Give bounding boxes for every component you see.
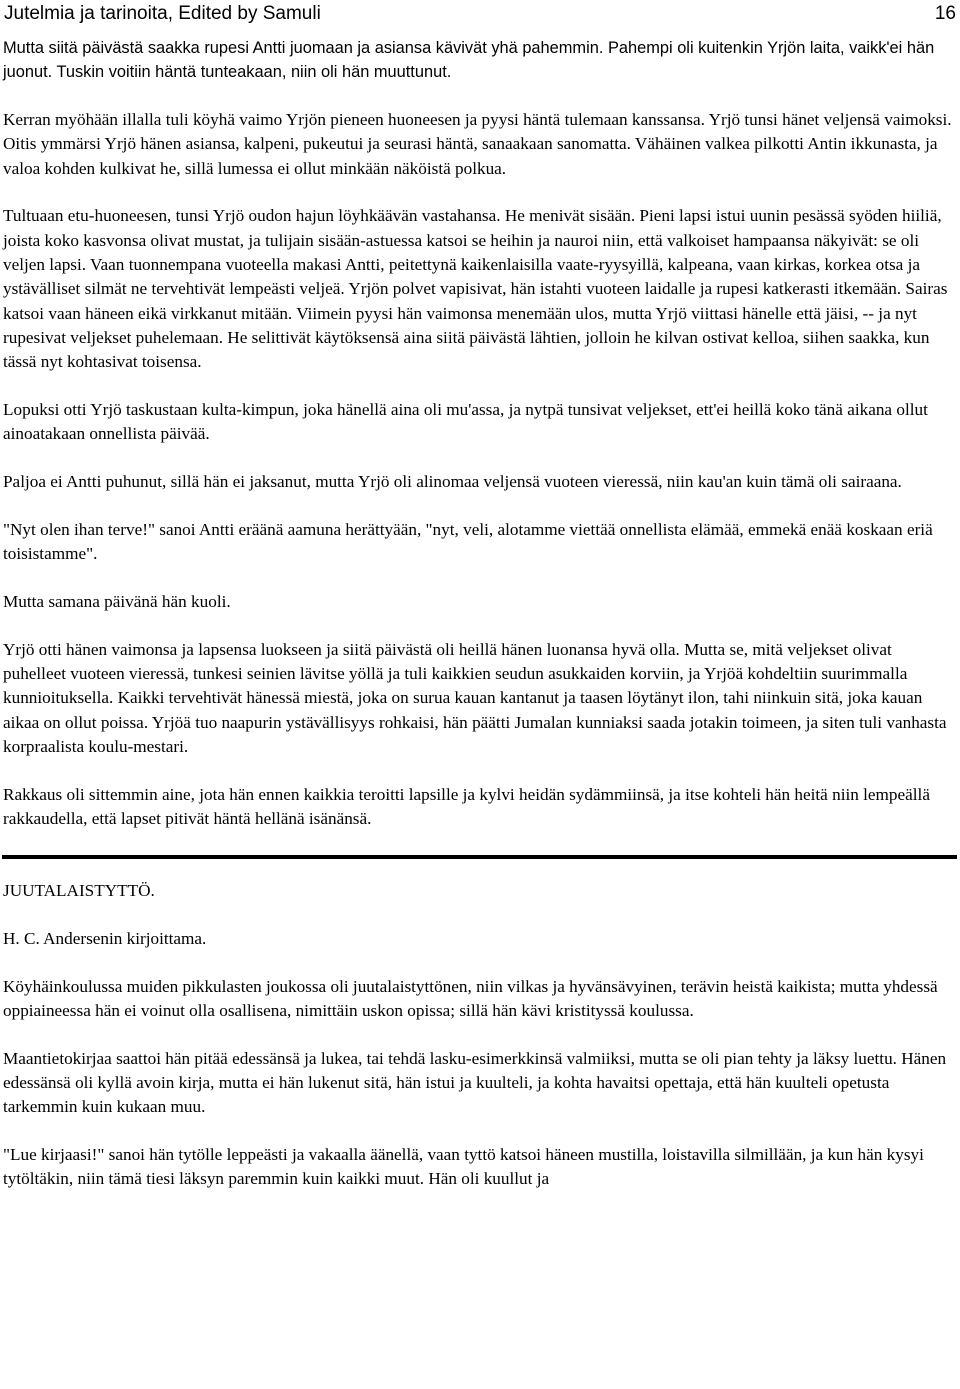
paragraph: Kerran myöhään illalla tuli köyhä vaimo Yrjön pieneen huoneesen ja pyysi häntä tulemaan kanssansa. Yrjö tunsi hänet veljensä vaimoksi. Oitis ymmärsi Yrjö hänen asiansa, kalpeni, pukeutui ja seurasi häntä, sanaakaan sanomatta. Vähäinen valkea pilkotti Antin ikkunasta, ja valoa kohden kulkivat he, sillä lumessa ei ollut minkään näköistä polkua. (3, 110, 952, 178)
paragraph: "Lue kirjaasi!" sanoi hän tytölle leppeästi ja vakaalla äänellä, vaan tyttö katsoi häneen mustilla, loistavilla silmillään, ja kun hän kysyi tytöltäkin, niin tämä tiesi läksyn paremmin kuin kaikki muut. Hän oli kuullut ja (3, 1145, 924, 1189)
page-number: 16 (934, 3, 956, 24)
section-divider (2, 855, 957, 859)
body-text (3, 36, 953, 1215)
paragraph: "Nyt olen ihan terve!" sanoi Antti eräänä aamuna herättyään, "nyt, veli, alotamme viettää onnellista elämää, emmekä enää koskaan eriä toisistamme". (3, 519, 933, 564)
story-title: JUUTALAISTYTTÖ. (3, 880, 155, 900)
paragraph: Maantietokirjaa saattoi hän pitää edessänsä ja lukea, tai tehdä lasku-esimerkkinsä valmiiksi, mutta se oli pian tehty ja läksy luettu. Hänen edessänsä oli kyllä avoin kirja, mutta ei hän lukenut sitä, hän istui ja kuulteli, ja kohta havaitsi opettaja, että hän kuulteli opetusta tarkemmin kuin kukaan muu. (3, 1048, 947, 1117)
paragraph: Yrjö otti hänen vaimonsa ja lapsensa luokseen ja siitä päivästä oli heillä hänen luonansa hyvä olla. Mutta se, mitä veljekset olivat puhelleet vuoteen vieressä, tunkesi seinien lävitse yöllä ja tuli kaikkien seudun asukkaiden korviin, ja Yrjöä kohdeltiin suurimmalla kunnioituksella. Kaikki tervehtivät hänessä miestä, joka on surua kauan kantanut ja taasen löytänyt ilon, tahi niinkuin sitä, joka kauan aikaa on ollut poissa. Yrjöä tuo naapurin ystävällisyys rohkaisi, hän päätti Jumalan kunniaksi saada jotakin toimeen, ja siten tuli vanhasta korpraalista koulu-mestari. (3, 639, 947, 757)
paragraph: Rakkaus oli sittemmin aine, jota hän ennen kaikkia teroitti lapsille ja kylvi heidän sydämmiinsä, ja itse kohteli hän heitä niin lempeällä rakkaudella, että lapset pitivät häntä hellänä isänänsä. (3, 784, 930, 829)
book-title: Jutelmia ja tarinoita, Edited by Samuli (4, 3, 321, 24)
paragraph: Köyhäinkoulussa muiden pikkulasten joukossa oli juutalaistyttönen, niin vilkas ja hyvänsävyinen, terävin heistä kaikista; mutta yhdessä oppiaineessa hän ei voinut olla osallisena, nimittäin uskon opissa; sillä hän kävi kristityssä koulussa. (3, 976, 938, 1020)
paragraph: Tultuaan etu-huoneesen, tunsi Yrjö oudon hajun löyhkäävän vastahansa. He menivät sisään. Pieni lapsi istui uunin pesässä syöden hiiliä, joista koko kasvonsa olivat mustat, ja tulijain sisään-astuessa katsoi se heihin ja nauroi niin, että valkoiset hampaansa näkyivät: se oli veljen lapsi. Vaan tuonnempana vuoteella makasi Antti, peitettynä kaikenlaisilla vaate-ryysyillä, kalpeana, vaan kirkas, korkea otsa ja ystävälliset silmät ne tervehtivät lempeästi veljeä. Yrjön polvet vapisivat, hän istahti vuoteen laidalle ja rupesi katkerasti itkemään. Sairas katsoi vaan häneen eikä virkkanut mitään. Viimein pyysi hän vaimonsa menemään ulos, mutta Yrjö viittasi hänelle että jäisi, -- ja nyt rupesivat veljekset puhelemaan. He selittivät käytöksensä aina siitä päivästä lähtien, jolloin he kilvan ostivat kelloa, siihen saakka, kun tässä nyt kohtasivat toisensa. (3, 206, 948, 372)
story-author: H. C. Andersenin kirjoittama. (3, 928, 207, 948)
paragraph: Mutta siitä päivästä saakka rupesi Antti juomaan ja asiansa kävivät yhä pahemmin. Pahempi oli kuitenkin Yrjön laita, vaikk'ei hän juonut. Tuskin voitiin häntä tunteakaan, niin oli hän muuttunut. (3, 39, 935, 82)
paragraph: Paljoa ei Antti puhunut, sillä hän ei jaksanut, mutta Yrjö oli alinomaa veljensä vuoteen vieressä, niin kau'an kuin tämä oli sairaana. (3, 472, 902, 492)
paragraph: Mutta samana päivänä hän kuoli. (3, 592, 231, 612)
page-header (4, 2, 956, 26)
paragraph: Lopuksi otti Yrjö taskustaan kulta-kimpun, joka hänellä aina oli mu'assa, ja nytpä tunsivat veljekset, ett'ei heillä koko tänä aikana ollut ainoatakaan onnellista päivää. (3, 400, 928, 444)
